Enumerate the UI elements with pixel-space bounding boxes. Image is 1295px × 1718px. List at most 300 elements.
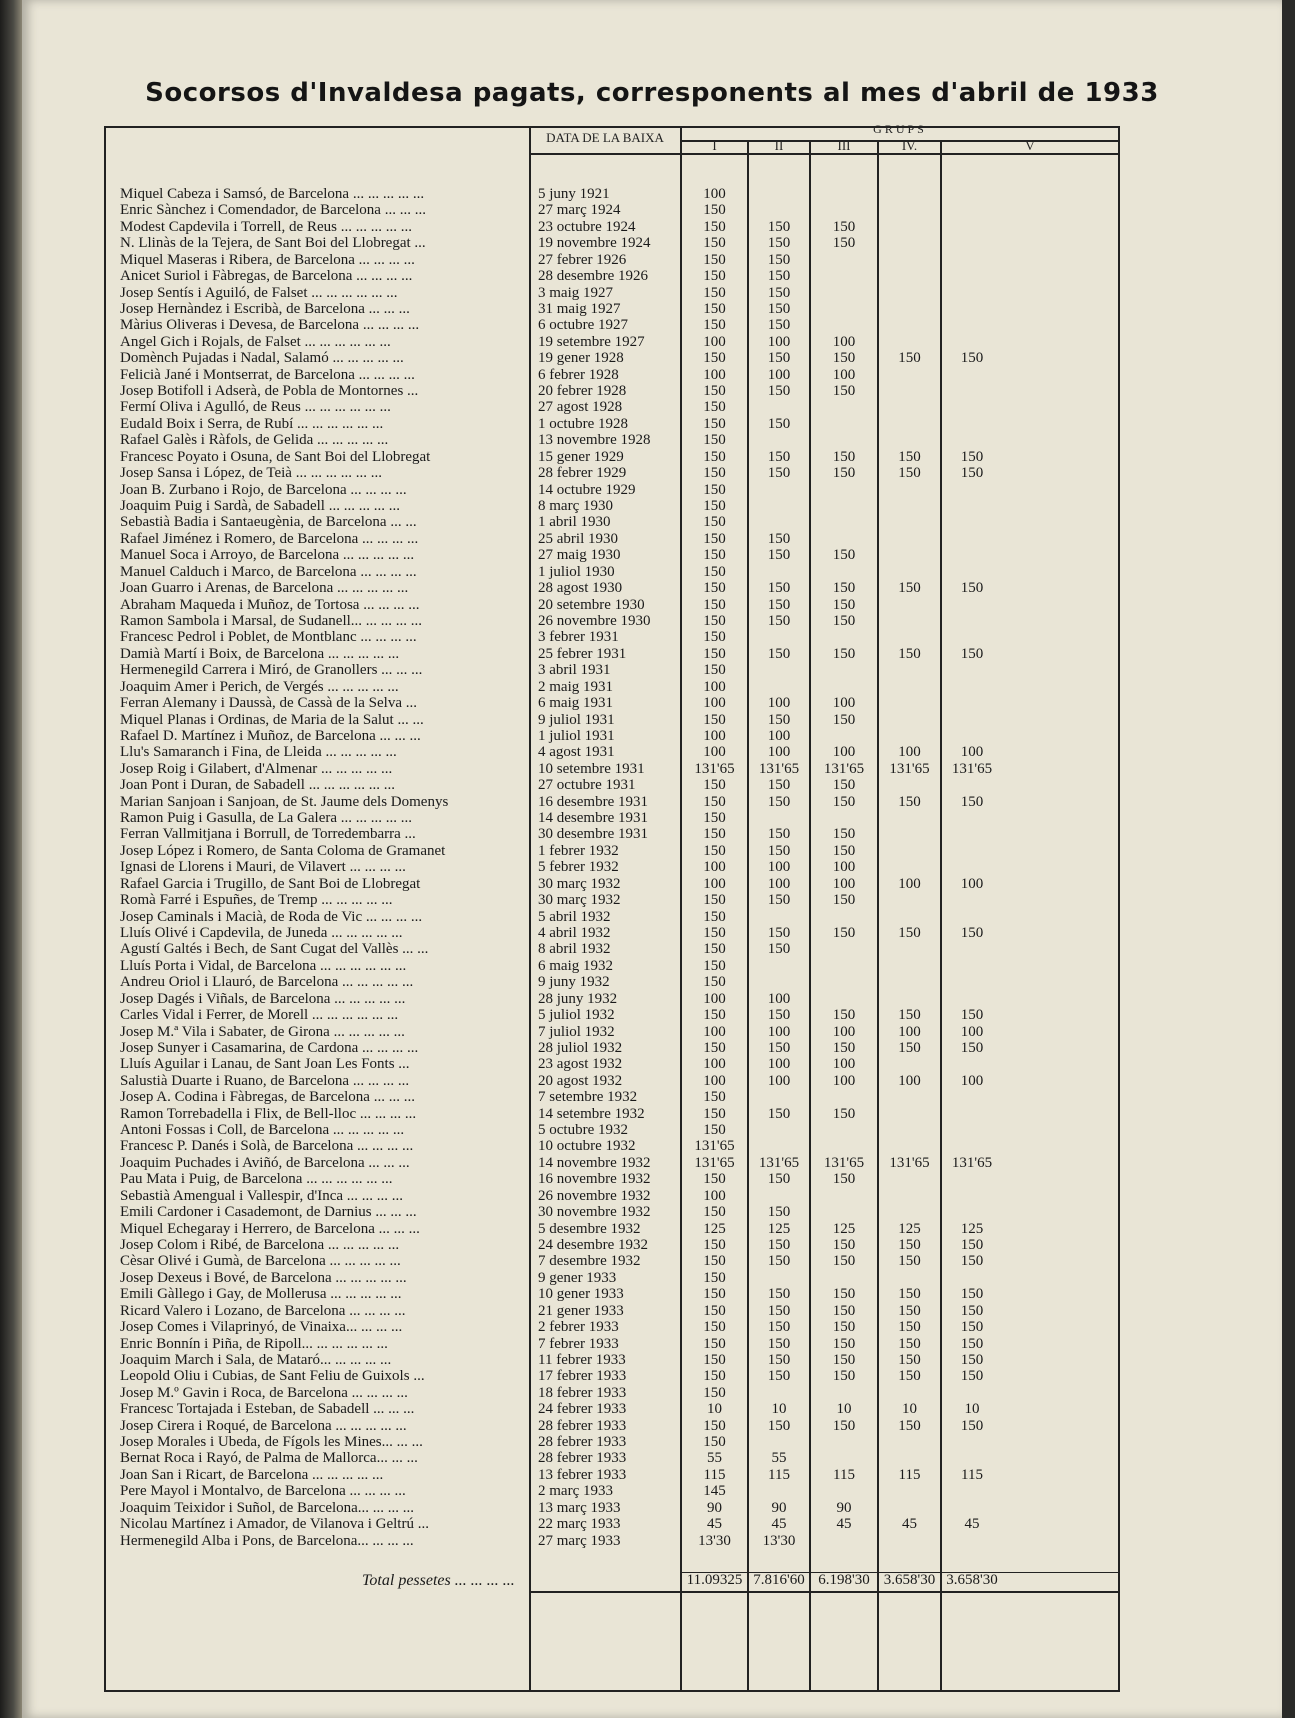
group-amount [942,958,1002,974]
group-amount [811,974,877,990]
group-amount: 150 [767,1319,791,1336]
group-amount [811,202,877,218]
beneficiary-name: Joaquim Puig i Sardà, de Sabadell ... ... ... ... ... [120,498,400,515]
withdrawal-date: 28 juny 1932 [538,990,618,1007]
group-amount: 90 [707,1499,722,1516]
group-amount [749,399,809,415]
group-amount: 150 [832,547,856,564]
withdrawal-date: 14 octubre 1929 [538,481,636,498]
beneficiary-name: Nicolau Martínez i Amador, de Vilanova i Geltrú ... [120,1516,429,1533]
group-amount: 115 [898,1466,921,1483]
group-amount: 131'65 [951,760,993,777]
beneficiary-name: Francesc P. Danés i Solà, de Barcelona ... ... ... ... [120,1138,414,1155]
group-amount [879,843,940,859]
group-amount [811,531,877,547]
beneficiary-name: Josep M.ª Vila i Sabater, de Girona ... ... ... ... ... [120,1023,405,1040]
group-amount: 125 [832,1220,856,1237]
withdrawal-date: 28 agost 1930 [538,580,623,597]
beneficiary-name: Francesc Pedrol i Poblet, de Montblanc ... ... ... ... [120,629,417,646]
group-amount: 150 [703,218,726,235]
withdrawal-date: 13 febrer 1933 [538,1466,627,1483]
group-amount: 150 [898,1237,921,1253]
beneficiary-name: Manuel Calduch i Marco, de Barcelona ... ... ... ... [120,563,417,580]
withdrawal-date: 5 juliol 1932 [538,1007,615,1024]
beneficiary-name: Eudald Boix i Serra, de Rubí ... ... ... ... ... ... [120,415,384,432]
withdrawal-date: 21 gener 1933 [538,1302,624,1319]
group-amount: 150 [767,645,791,662]
group-amount [942,1385,1002,1401]
beneficiary-name: Rafael D. Martínez i Muñoz, de Barcelona ... ... ... [120,727,421,744]
group-amount [749,1434,809,1450]
beneficiary-name: Josep Dagés i Viñals, de Barcelona ... ... ... ... ... [120,990,406,1007]
withdrawal-date: 8 març 1930 [538,498,613,515]
beneficiary-name: Joaquim Puchades i Aviñó, de Barcelona ... ... ... [120,1154,410,1171]
group-amount: 150 [703,432,726,449]
group-amount: 150 [832,892,856,909]
withdrawal-date: 7 juliol 1932 [538,1023,615,1040]
group-amount [879,958,940,974]
group-amount: 150 [703,1122,726,1139]
group-amount: 150 [898,580,921,597]
group-amount [942,859,1002,875]
group-amount: 150 [898,1351,921,1368]
group-amount: 100 [832,875,856,892]
group-amount: 150 [832,1335,856,1352]
withdrawal-date: 14 novembre 1932 [538,1154,651,1171]
group-amount: 150 [703,892,726,909]
group-amount [879,564,940,580]
group-amount: 150 [703,941,726,958]
group-amount [942,662,1002,678]
group-amount [749,1089,809,1105]
beneficiary-name: Rafael Jiménez i Romero, de Barcelona ... ... ... ... [120,530,419,547]
withdrawal-date: 30 març 1932 [538,875,621,892]
group-amount [942,252,1002,268]
group-amount [879,695,940,711]
group-amount: 150 [703,235,726,252]
withdrawal-date: 11 febrer 1933 [538,1351,626,1368]
group-amount [879,235,940,251]
group-amount: 45 [902,1516,917,1533]
group-amount: 150 [703,580,726,597]
beneficiary-name: Josep Colom i Ribé, de Barcelona ... ... ... ... ... [120,1237,400,1253]
beneficiary-name: Miquel Maseras i Ribera, de Barcelona ... ... ... ... [120,251,415,268]
group-amount: 150 [960,1007,984,1024]
beneficiary-name: Felicià Jané i Montserrat, de Barcelona ... ... ... ... [120,366,415,383]
group-amount: 100 [832,744,856,761]
beneficiary-name: Josep Botifoll i Adserà, de Pobla de Montornes ... [120,383,419,400]
group-amount: 90 [836,1499,852,1516]
withdrawal-date: 13 març 1933 [538,1499,621,1516]
beneficiary-name: Hermenegild Alba i Pons, de Barcelona... ... ... ... [120,1532,414,1549]
withdrawal-date: 25 febrer 1931 [538,645,627,662]
withdrawal-date: 1 abril 1930 [538,514,611,531]
withdrawal-date: 7 setembre 1932 [538,1089,638,1106]
group-amount [879,826,940,842]
withdrawal-date: 26 novembre 1932 [538,1187,651,1204]
beneficiary-name: Miquel Echegaray i Herrero, de Barcelona ... ... ... [120,1220,420,1237]
group-amount: 100 [703,366,726,383]
names-column [120,186,560,1549]
group-amount: 131'65 [823,1154,865,1171]
group-amount [879,285,940,301]
group-amount [879,1500,940,1516]
group-amount [879,859,940,875]
group-amount: 150 [767,1204,791,1221]
group-amount: 45 [771,1516,787,1533]
group-amount: 150 [703,498,726,515]
group-amount [749,1483,809,1499]
group-amount: 100 [832,1056,856,1073]
beneficiary-name: Josep M.º Gavin i Roca, de Barcelona ... ... ... ... [120,1384,408,1401]
group-amount: 115 [961,1466,983,1483]
withdrawal-date: 2 febrer 1933 [538,1319,619,1336]
header-g4: IV. [901,138,918,153]
withdrawal-date: 27 octubre 1931 [538,777,636,794]
withdrawal-date: 16 novembre 1932 [538,1171,651,1188]
group-amount [879,1171,940,1187]
group-amount [942,482,1002,498]
group-amount: 150 [703,924,726,941]
group-amount [811,1188,877,1204]
group-amount: 100 [767,744,791,761]
group-amount: 150 [767,777,791,794]
beneficiary-name: Emili Gàllego i Gay, de Mollerusa ... ... ... ... ... [120,1286,402,1303]
group-amount: 100 [898,744,921,761]
group-amount: 131'65 [889,760,930,777]
group-amount: 150 [898,1417,921,1434]
group-amount: 150 [767,941,791,958]
group-amount [879,679,940,695]
group-amount [942,1188,1002,1204]
withdrawal-date: 18 febrer 1933 [538,1384,627,1401]
group-amount: 150 [767,530,791,547]
group-amount: 150 [767,1039,791,1056]
group-amount: 150 [832,1105,856,1122]
group-amount: 150 [703,596,726,613]
group-amount: 150 [960,793,984,810]
group-amount: 150 [832,1039,856,1056]
group-amount: 100 [832,695,856,712]
withdrawal-date: 3 maig 1927 [538,284,613,301]
group-amount: 150 [832,645,856,662]
group-amount [942,564,1002,580]
group-amount [879,974,940,990]
withdrawal-date: 28 febrer 1933 [538,1450,627,1467]
group-amount: 100 [703,744,726,761]
group-amount: 150 [960,1253,984,1270]
group-amount: 100 [960,875,984,892]
group-amount [749,974,809,990]
beneficiary-name: Ferran Vallmitjana i Borrull, de Torredembarra ... [120,826,416,843]
group-amount [942,1434,1002,1450]
group-amount: 150 [832,1368,856,1385]
group-amount: 150 [703,415,726,432]
group-amount: 150 [703,957,726,974]
withdrawal-date: 28 febrer 1933 [538,1434,627,1451]
group-amount: 150 [767,547,791,564]
beneficiary-name: Abraham Maqueda i Muñoz, de Tortosa ... ... ... ... [120,596,420,613]
group-amount [811,301,877,317]
group-amount [749,810,809,826]
group-amount [879,613,940,629]
group-amount [942,1122,1002,1138]
group-amount: 45 [836,1516,852,1533]
group-amount [749,1122,809,1138]
withdrawal-date: 20 setembre 1930 [538,596,645,613]
group-amount [942,219,1002,235]
beneficiary-name: Romà Farré i Espuñes, de Tremp ... ... ... ... ... [120,892,393,909]
group-amount: 150 [767,465,791,482]
beneficiary-name: Ramon Sambola i Marsal, de Sudanell... ... ... ... ... [120,612,423,629]
group-amount: 150 [767,251,791,268]
group-amount [811,186,877,202]
group-amount: 150 [703,810,726,827]
beneficiary-name: N. Llinàs de la Tejera, de Sant Boi del Llobregat ... [120,235,426,252]
group-amount: 150 [703,974,726,991]
withdrawal-date: 5 octubre 1932 [538,1122,628,1139]
group-amount [879,941,940,957]
group-amount: 150 [832,793,856,810]
beneficiary-name: Josep Roig i Gilabert, d'Almenar ... ... ... ... ... [120,760,393,777]
group-amount [879,909,940,925]
header-g2: II [774,138,784,153]
group-amount [879,416,940,432]
group-amount: 100 [703,186,726,202]
group-amount: 100 [767,875,791,892]
group-amount [749,482,809,498]
withdrawal-date: 3 febrer 1931 [538,629,619,646]
group-amount: 100 [703,695,726,712]
beneficiary-name: Ignasi de Llorens i Mauri, de Vilavert ... ... ... ... [120,859,406,876]
group-amount [942,810,1002,826]
group-amount: 55 [707,1450,722,1467]
group-amount: 150 [960,1302,984,1319]
group-amount [811,1270,877,1286]
group-amount: 150 [703,1253,726,1270]
group-amount: 150 [898,793,921,810]
group-amount [749,1270,809,1286]
withdrawal-date: 20 febrer 1928 [538,383,627,400]
group-amount: 131'65 [889,1154,930,1171]
group-amount [811,268,877,284]
beneficiary-name: Antoni Fossas i Coll, de Barcelona ... ... ... ... ... [120,1122,405,1139]
group-amount: 150 [703,1319,726,1336]
withdrawal-date: 6 febrer 1928 [538,366,619,383]
group-amount: 100 [767,727,791,744]
withdrawal-date: 3 abril 1931 [538,662,611,679]
withdrawal-date: 1 octubre 1928 [538,415,628,432]
beneficiary-name: Joan Pont i Duran, de Sabadell ... ... ... ... ... ... [120,777,395,794]
beneficiary-name: Josep Comes i Vilaprinyó, de Vinaixa... ... ... ... [120,1319,403,1336]
beneficiary-name: Cèsar Olivé i Gumà, de Barcelona ... ... ... ... ... [120,1253,401,1270]
group-amount: 150 [832,1319,856,1336]
group-amount [879,367,940,383]
group-amount [811,482,877,498]
group-amount [811,432,877,448]
total-g3: 6.198'30 [818,1572,870,1588]
group-amount: 150 [703,826,726,843]
group-amount: 150 [703,629,726,646]
group-amount [942,991,1002,1007]
withdrawal-date: 28 desembre 1926 [538,268,648,285]
beneficiary-name: Màrius Oliveras i Devesa, de Barcelona ... ... ... ... [120,317,420,334]
group-amount: 115 [703,1466,726,1483]
group-amount: 150 [832,1286,856,1303]
group-amount [879,268,940,284]
group-amount: 150 [703,350,726,367]
group-amount [811,662,877,678]
beneficiary-name: Damià Martí i Boix, de Barcelona ... ... ... ... ... [120,645,400,662]
group-amount: 150 [767,350,791,367]
group-amount: 150 [767,268,791,285]
beneficiary-name: Miquel Planas i Ordinas, de Maria de la Salut ... ... [120,711,424,728]
group-amount [879,728,940,744]
group-amount [942,826,1002,842]
group-amount: 150 [898,1368,921,1385]
beneficiary-name: Pere Mayol i Montalvo, de Barcelona ... ... ... ... [120,1483,406,1500]
beneficiary-name: Josep Caminals i Macià, de Roda de Vic ... ... ... ... [120,908,423,925]
group-amount: 150 [767,317,791,334]
dates-column [532,186,682,1549]
group-amount: 150 [960,580,984,597]
withdrawal-date: 24 febrer 1933 [538,1401,627,1418]
group-amount: 150 [767,235,791,252]
withdrawal-date: 27 març 1924 [538,202,621,219]
beneficiary-name: Llu's Samaranch i Fina, de Lleida ... ... ... ... ... [120,744,397,761]
group-amount [811,1089,877,1105]
group-amount: 100 [703,875,726,892]
group-amount: 13'30 [762,1532,796,1549]
withdrawal-date: 28 febrer 1929 [538,465,627,482]
group-amount [879,1385,940,1401]
group-amount: 150 [767,1368,791,1385]
group-amount [749,202,809,218]
group-amount [879,1106,940,1122]
group-amount: 10 [836,1401,852,1418]
header-date: DATA DE LA BAIXA [546,130,664,145]
beneficiary-name: Anicet Suriol i Fàbregas, de Barcelona ... ... ... ... [120,268,413,285]
withdrawal-date: 5 abril 1932 [538,908,611,925]
group-amount: 100 [832,1023,856,1040]
group-amount [811,909,877,925]
withdrawal-date: 19 novembre 1924 [538,235,651,252]
group-amount: 150 [832,580,856,597]
group-amount: 150 [703,383,726,400]
group-amount: 100 [960,1072,984,1089]
beneficiary-name: Joan San i Ricart, de Barcelona ... ... ... ... ... [120,1466,384,1483]
group-amount [942,268,1002,284]
group-amount: 150 [767,415,791,432]
withdrawal-date: 23 agost 1932 [538,1056,623,1073]
withdrawal-date: 4 agost 1931 [538,744,615,761]
group-amount: 150 [960,1286,984,1303]
withdrawal-date: 27 maig 1930 [538,547,621,564]
withdrawal-date: 28 juliol 1932 [538,1039,623,1056]
group-amount: 150 [703,251,726,268]
group-amount: 150 [832,235,856,252]
group-amount [942,235,1002,251]
group-amount: 150 [703,530,726,547]
withdrawal-date: 10 gener 1933 [538,1286,624,1303]
group-amount [879,334,940,350]
group-amount: 100 [832,366,856,383]
group-amount [879,629,940,645]
group-amount: 100 [767,1056,791,1073]
group-amount: 150 [703,1384,726,1401]
group-amount: 100 [703,333,726,350]
beneficiary-name: Rafael Galès i Ràfols, de Gelida ... ... ... ... ... [120,432,389,449]
group-amount: 150 [767,1171,791,1188]
group-amount [942,301,1002,317]
beneficiary-name: Joaquim Teixidor i Suñol, de Barcelona... ... ... ... [120,1499,415,1516]
group-amount: 150 [960,448,984,465]
group-amount: 150 [898,1039,921,1056]
withdrawal-date: 31 maig 1927 [538,300,621,317]
withdrawal-date: 17 febrer 1933 [538,1368,627,1385]
group-amount: 100 [767,1023,791,1040]
group-amount: 100 [703,859,726,876]
withdrawal-date: 2 maig 1931 [538,678,613,695]
beneficiary-name: Carles Vidal i Ferrer, de Morell ... ... ... ... ... ... [120,1007,399,1024]
group-amount [942,1483,1002,1499]
group-amount: 150 [898,1319,921,1336]
group-amount: 100 [960,744,984,761]
group-amount [879,892,940,908]
group-amount: 13'30 [698,1532,731,1549]
group-amount: 150 [703,1302,726,1319]
group-amount: 45 [964,1516,980,1533]
group-amount: 150 [767,711,791,728]
group-amount: 150 [767,580,791,597]
group-amount [942,1204,1002,1220]
group-amount [942,974,1002,990]
group-amount: 150 [960,465,984,482]
group-amount: 150 [898,1302,921,1319]
group-amount: 100 [767,366,791,383]
beneficiary-name: Joan Guarro i Arenas, de Barcelona ... ... ... ... ... [120,580,409,597]
group-amount: 115 [833,1466,855,1483]
withdrawal-date: 7 febrer 1933 [538,1335,619,1352]
group-amount: 100 [703,990,726,1007]
group-amount: 150 [767,1237,791,1253]
group-amount [879,1483,940,1499]
group-amount [879,1533,940,1549]
group-amount: 150 [832,711,856,728]
group-amount: 150 [767,1007,791,1024]
withdrawal-date: 9 juliol 1931 [538,711,615,728]
group-amount: 150 [703,1417,726,1434]
group-amount: 100 [767,695,791,712]
group-amount [942,728,1002,744]
beneficiary-name: Domènch Pujadas i Nadal, Salamó ... ... ... ... ... [120,350,404,367]
group-amount [749,662,809,678]
beneficiary-name: Lluís Aguilar i Lanau, de Sant Joan Les Fonts ... [120,1056,410,1073]
group-amount [749,514,809,530]
group-amount: 150 [767,1335,791,1352]
group-amount: 150 [960,645,984,662]
total-label: Total pessetes ... ... ... ... [362,1572,515,1589]
group-amount: 150 [703,1368,726,1385]
group-v-column [942,186,1002,1549]
group-amount [879,498,940,514]
withdrawal-date: 27 febrer 1926 [538,251,627,268]
group-amount: 150 [767,1351,791,1368]
group-amount [811,941,877,957]
group-amount: 150 [832,465,856,482]
group-amount [942,1450,1002,1466]
group-iv-column [879,186,940,1549]
